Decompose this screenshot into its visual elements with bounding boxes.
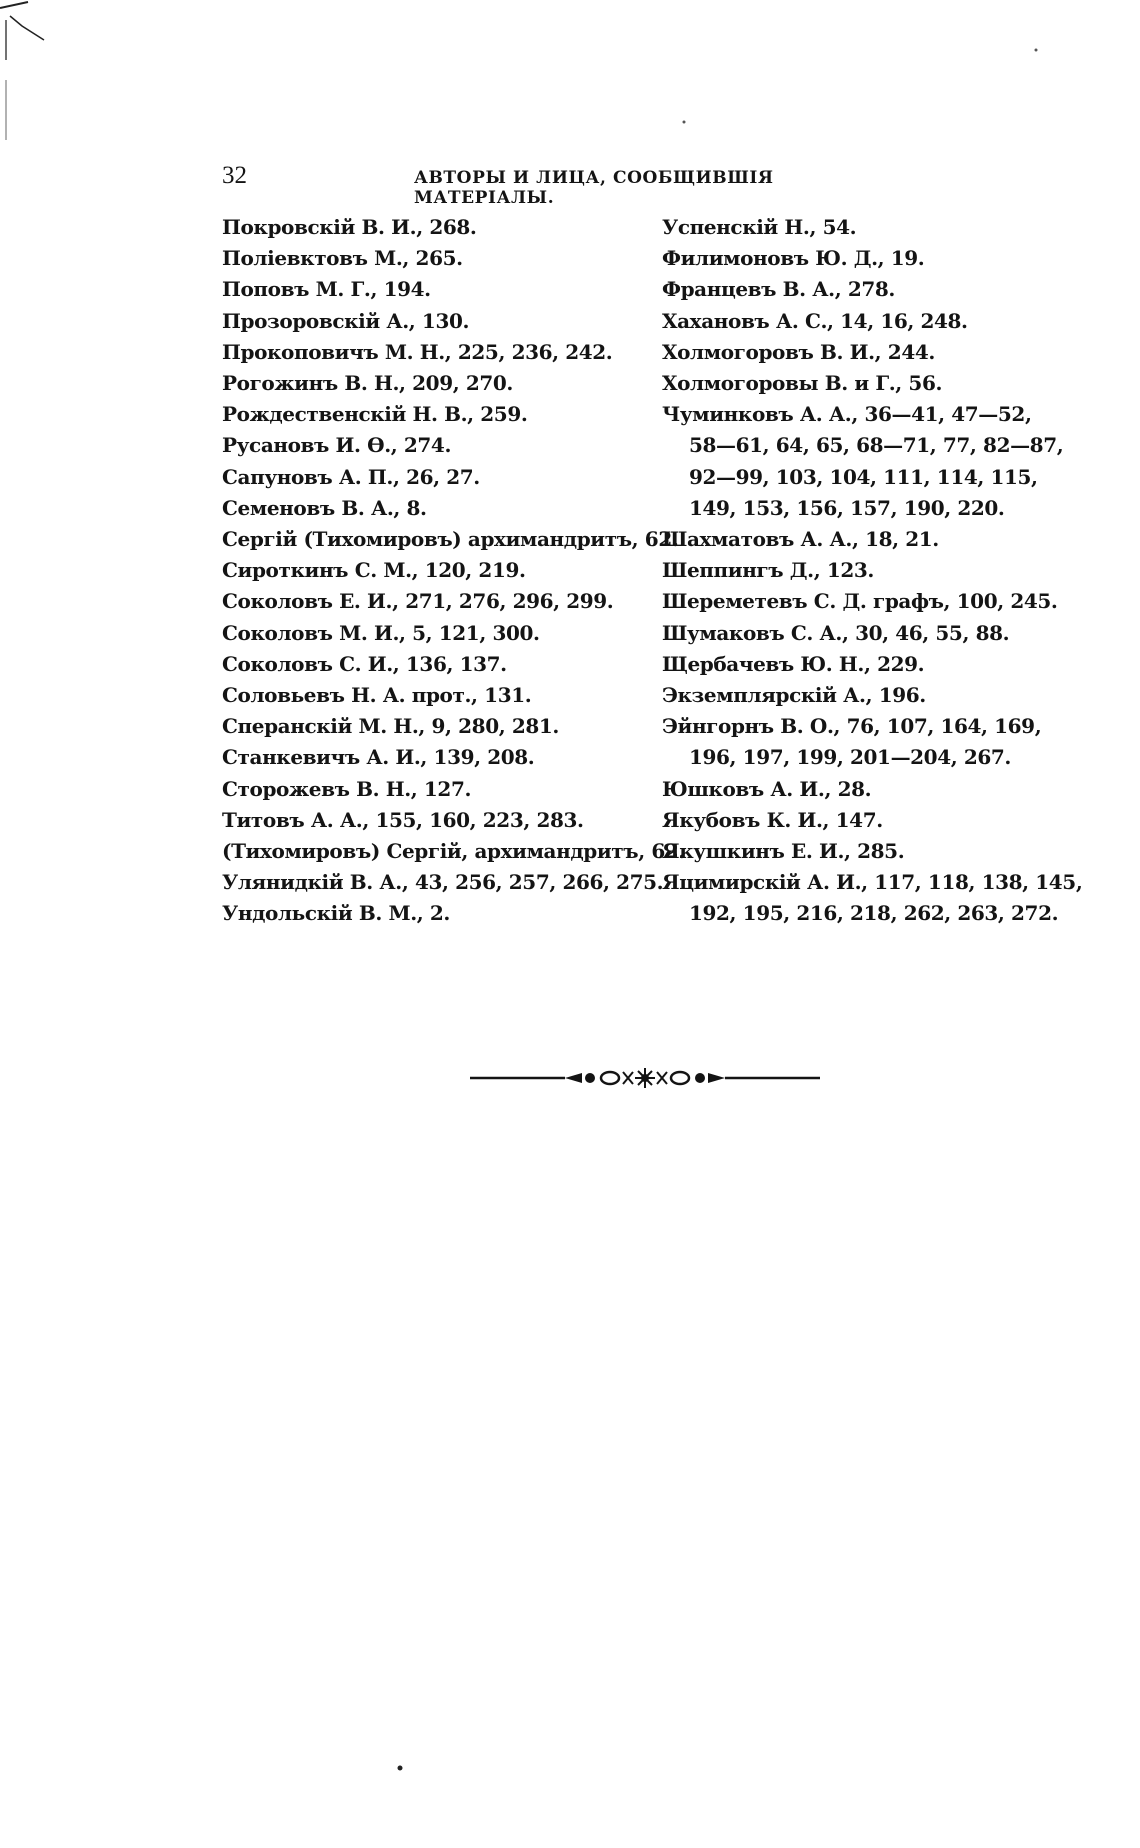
index-entry: Прозоровскій А., 130. [222,308,470,333]
index-entry: Соловьевъ Н. А. прот., 131. [222,683,532,708]
index-entry: Поповъ М. Г., 194. [222,277,431,302]
index-entry: Якушкинъ Е. И., 285. [662,839,905,864]
index-column-left [222,212,685,930]
index-entry-continuation: 149, 153, 156, 157, 190, 220. [689,495,1005,520]
index-entry: Шумаковъ С. А., 30, 46, 55, 88. [662,620,1010,645]
index-entry: Семеновъ В. А., 8. [222,495,427,520]
decorative-rule-ornament [470,1064,820,1092]
index-entry: Шеппингъ Д., 123. [662,558,874,583]
index-entry: Филимоновъ Ю. Д., 19. [662,246,925,271]
index-entry: Соколовъ М. И., 5, 121, 300. [222,620,540,645]
page-number: 32 [222,162,247,189]
index-entry: Станкевичъ А. И., 139, 208. [222,745,535,770]
index-entry: Успенскій Н., 54. [662,215,857,239]
index-column-right [662,212,1082,930]
index-entry: Поліевктовъ М., 265. [222,246,463,271]
index-entry: Якубовъ К. И., 147. [662,807,883,832]
index-entry: Улянидкій В. А., 43, 256, 257, 266, 275. [222,870,664,895]
index-entry: Чуминковъ А. А., 36—41, 47—52, [662,402,1032,427]
index-entry: Холмогоровъ В. И., 244. [662,339,935,364]
index-entry-continuation: 92—99, 103, 104, 111, 114, 115, [689,464,1038,489]
index-entry: Соколовъ Е. И., 271, 276, 296, 299. [222,589,614,614]
index-entry: Францевъ В. А., 278. [662,277,895,302]
index-entry: Юшковъ А. И., 28. [662,776,872,801]
index-entry: Покровскій В. И., 268. [222,215,477,239]
index-entry-continuation: 196, 197, 199, 201—204, 267. [689,745,1011,770]
index-entry: Русановъ И. Ѳ., 274. [222,433,452,458]
index-entry: Эйнгорнъ В. О., 76, 107, 164, 169, [662,714,1042,739]
index-entry: Сперанскій М. Н., 9, 280, 281. [222,714,559,739]
index-entry: Соколовъ С. И., 136, 137. [222,651,507,676]
index-entry: Хахановъ А. С., 14, 16, 248. [662,308,968,333]
index-entry-continuation: 192, 195, 216, 218, 262, 263, 272. [689,901,1059,926]
index-entry: Титовъ А. А., 155, 160, 223, 283. [222,807,584,832]
index-entry: Рогожинъ В. Н., 209, 270. [222,371,513,396]
index-entry: Шереметевъ С. Д. графъ, 100, 245. [662,589,1058,614]
running-head: АВТОРЫ И ЛИЦА, СООБЩИВШІЯ МАТЕРІАЛЫ. [414,168,774,208]
index-entry: Сироткинъ С. М., 120, 219. [222,558,526,583]
index-entry: Сапуновъ А. П., 26, 27. [222,464,480,489]
index-entry: Ундольскій В. М., 2. [222,901,450,926]
index-entry: Яцимирскій А. И., 117, 118, 138, 145, [662,870,1083,895]
index-entry: Сергій (Тихомировъ) архимандритъ, 62. [222,527,679,552]
index-entry-continuation: 58—61, 64, 65, 68—71, 77, 82—87, [689,433,1064,458]
index-entry: Шахматовъ А. А., 18, 21. [662,527,939,552]
index-entry: Щербачевъ Ю. Н., 229. [662,651,925,676]
index-entry: Рождественскій Н. В., 259. [222,402,528,427]
index-entry: Сторожевъ В. Н., 127. [222,776,472,801]
index-entry: (Тихомировъ) Сергій, архимандритъ, 62. [222,839,685,864]
index-entry: Экземплярскій А., 196. [662,683,926,708]
page-header [222,162,892,208]
index-entry: Прокоповичъ М. Н., 225, 236, 242. [222,339,613,364]
index-entry: Холмогоровы В. и Г., 56. [662,371,943,396]
